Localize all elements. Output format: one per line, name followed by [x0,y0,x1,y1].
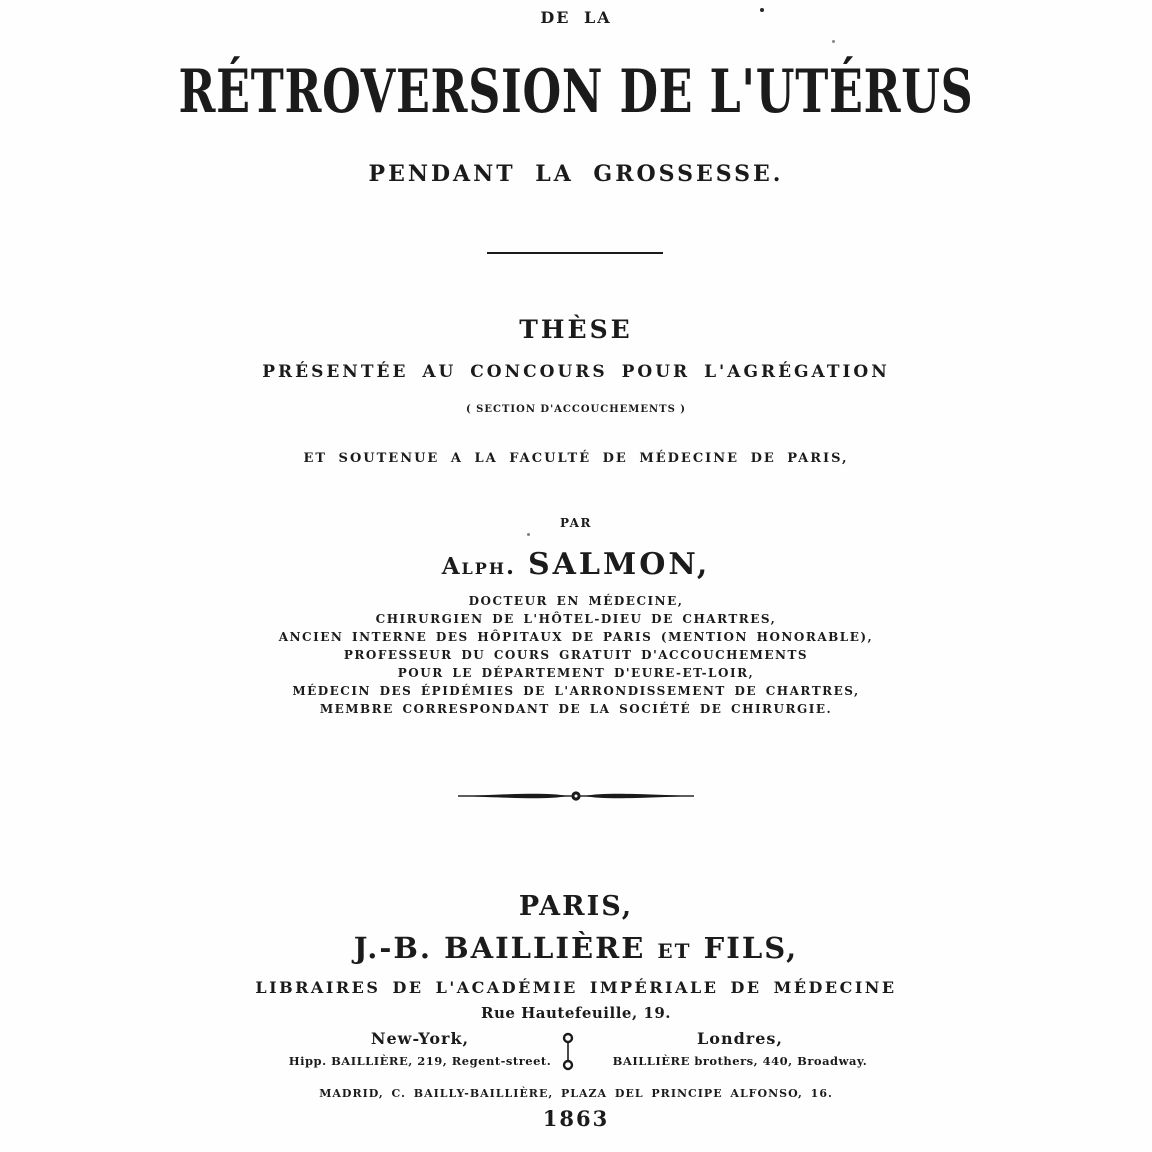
author-name [0,547,1152,582]
branch-address: Hipp. BAILLIÈRE, 219, Regent-street. [288,1054,552,1068]
author-credentials [0,592,1152,718]
publisher-role: LIBRAIRES DE L'ACADÉMIE IMPÉRIALE DE MÉDECINE [255,978,897,997]
branch-city: Londres, [697,1029,783,1048]
thesis-defended-line: ET SOUTENUE A LA FACULTÉ DE MÉDECINE DE PARIS, [303,451,849,466]
book-subtitle: PENDANT LA GROSSESSE. [368,161,784,187]
thesis-presented-line: PRÉSENTÉE AU CONCOURS POUR L'AGRÉGATION [262,362,890,382]
publisher-fils: FILS, [703,931,799,965]
credential-line: CHIRURGIEN DE L'HÔTEL-DIEU DE CHARTRES, [375,612,777,626]
book-title: RÉTROVERSION DE L'UTÉRUS [178,57,974,127]
publisher-main: J.-B. BAILLIÈRE [353,931,646,965]
thesis-section-line: ( SECTION D'ACCOUCHEMENTS ) [465,404,687,415]
credential-line: MEMBRE CORRESPONDANT DE LA SOCIÉTÉ DE CHIRURGIE. [319,702,833,716]
rule-divider [487,252,663,254]
scan-speck [832,40,835,43]
publisher-et: ET [657,939,692,963]
branch-city: New-York, [370,1029,470,1048]
author-name-prefix: Alph. [441,553,516,580]
publisher-name [0,931,1152,965]
supertitle: DE LA [540,8,612,27]
chain-link-ornament [561,1031,575,1073]
credential-line: MÉDECIN DES ÉPIDÉMIES DE L'ARRONDISSEMENT DE CHARTRES, [292,684,860,698]
publisher-address: Rue Hautefeuille, 19. [481,1004,671,1022]
scan-speck [527,533,530,536]
author-name-surname: SALMON, [527,547,711,582]
publication-year: 1863 [542,1106,610,1131]
credential-line: DOCTEUR EN MÉDECINE, [468,594,684,608]
branch-address: BAILLIÈRE brothers, 440, Broadway. [612,1054,868,1068]
spindle-divider-ornament [0,788,1152,807]
credential-line: PROFESSEUR DU COURS GRATUIT D'ACCOUCHEMENTS [343,648,809,662]
par-label: PAR [560,516,592,530]
branch-newyork [280,1031,560,1068]
credential-line: POUR LE DÉPARTEMENT D'EURE-ET-LOIR, [397,666,755,680]
credential-line: ANCIEN INTERNE DES HÔPITAUX DE PARIS (MENTION HONORABLE), [278,630,874,644]
thesis-heading: THÈSE [519,315,633,344]
madrid-line: MADRID, C. BAILLY-BAILLIÈRE, PLAZA DEL PRINCIPE ALFONSO, 16. [319,1087,833,1100]
branch-londres [590,1031,890,1068]
imprint-city: PARIS, [518,891,634,922]
